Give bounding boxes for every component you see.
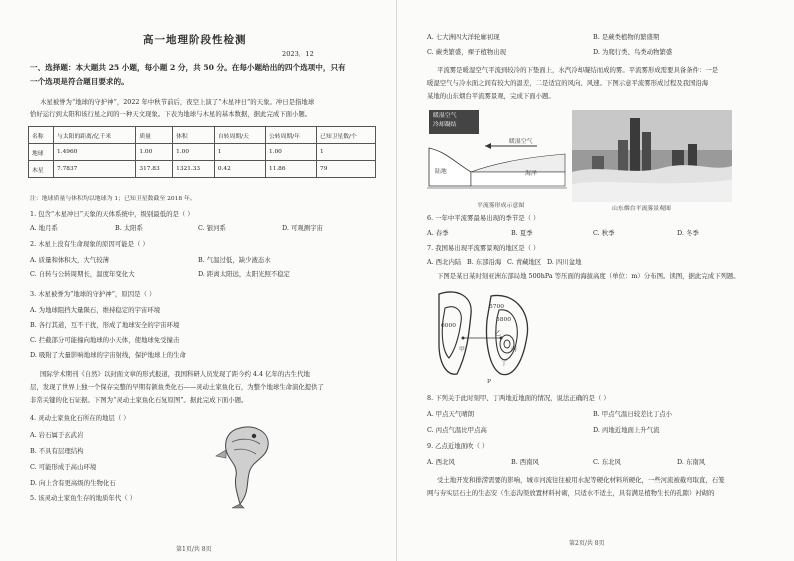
- table-header-cell: 与太阳的距离/亿千米: [54, 127, 136, 144]
- q1-option-c: C. 银河系: [198, 224, 226, 232]
- q9-option-a: A. 西北风: [427, 458, 455, 466]
- q6-option-d: D. 冬季: [677, 229, 699, 237]
- table-note: 注：地球质量与体积均以地球为 1；已知卫星数截至 2018 年。: [30, 196, 196, 202]
- table-header-cell: 名称: [29, 127, 54, 144]
- fig-label-warm-air-arrow: 暖湿空气: [509, 139, 533, 145]
- table-cell: 1: [214, 144, 265, 161]
- map-point-label: 丁: [501, 361, 507, 367]
- exam-title: 高一地理阶段性检测: [143, 34, 247, 46]
- section-heading-line1: 一、选择题：本大题共 25 小题，每小题 2 分，共 50 分。在每小题给出的四个选项中，只有: [30, 63, 346, 72]
- table-cell: 1.00: [265, 144, 316, 161]
- intro2-line1: 国际学术期刊《自然》以封面文章的形式报道，我国科研人员发现了距今约 4.4 亿年的古生代地: [40, 370, 310, 378]
- question-8: 8. 下列关于此时刻甲、丁两地近地面的情况，说法正确的是（ ）: [427, 394, 610, 402]
- q5-option-b: B. 是蕨类植物的繁盛期: [593, 33, 660, 41]
- table-header-cell: 自转周期/天: [214, 127, 265, 144]
- table-header-cell: 公转周期/年: [265, 127, 316, 144]
- table-cell: 1321.33: [173, 161, 215, 178]
- question-1: 1. 包含“木星冲日”天象的天体系统中，级别最低的是（ ）: [30, 210, 194, 218]
- planet-data-table: [28, 126, 376, 178]
- question-3: 3. 木星被誉为“地球的守护神”，原因是（ ）: [30, 290, 156, 298]
- exam-page-2: [397, 0, 794, 561]
- fig-label-land: 陆地: [435, 169, 447, 175]
- isobaric-height-map: [427, 284, 559, 384]
- table-cell: 0.42: [214, 161, 265, 178]
- q8-option-b: B. 甲点气温日较差比丁点小: [593, 410, 673, 418]
- fig-caption-fog-photo: 山东烟台平流雾景观图: [612, 206, 671, 212]
- fig-label-warm-air: 暖湿空气: [433, 113, 457, 119]
- fish-fossil-figure: [210, 420, 280, 510]
- q2-option-c: C. 自转与公转周期长，温度年变化大: [30, 270, 135, 278]
- q7-option-b: B. 东部沿海: [467, 258, 502, 266]
- intro2-line2: 层，发现了世界上独一个保存完整的早期有颌鱼类化石——灵动土家鱼化石，为整个地球生命演化提供了: [30, 383, 324, 391]
- intro3-line2: 暖湿空气与冷水面之间有较大的温差，二是适宜的风向、风速。下图示意平流雾形成过程及我国沿海: [427, 79, 709, 87]
- intro4: 下图是某日某时刻亚洲东部局地 500hPa 等压面的海拔高度（单位：m）分布图。读图，据此完成下列题。: [437, 272, 740, 280]
- q3-option-d: D. 吸附了大量影响地球的宇宙射线，保护地球上的生命: [30, 351, 186, 359]
- table-cell: 1: [317, 144, 376, 161]
- question-2: 2. 木星上没有生命现象的原因可能是（ ）: [30, 240, 149, 248]
- intro2-line3: 非常关键的化石证据。下图为“灵动土家鱼化石复原图”。据此完成下面小题。: [30, 396, 248, 404]
- q4-option-b: B. 不具有层理结构: [30, 447, 84, 455]
- table-cell: 1.4960: [54, 144, 136, 161]
- q4-option-a: A. 岩石属于玄武岩: [30, 431, 84, 439]
- table-cell: 11.86: [265, 161, 316, 178]
- q7-option-c: C. 青藏地区: [507, 258, 542, 266]
- fig-label-ocean: 海洋: [525, 171, 537, 177]
- q7-option-d: D. 四川盆地: [547, 258, 582, 266]
- intro3-line3: 某地的山东烟台平流雾景观，完成下面小题。: [427, 92, 555, 100]
- intro1-line2: 恰好运行到太阳和该行星之间的一种天文现象。下表为地球与木星的基本数据，据此完成下面小题。: [30, 110, 312, 118]
- contour-label: 5800: [496, 317, 511, 323]
- page-footer: 第1页/共 8页: [176, 546, 212, 553]
- map-point-label: P: [487, 379, 491, 385]
- table-cell: 79: [317, 161, 376, 178]
- q4-option-d: D. 向上含有更高级的生物化石: [30, 479, 116, 487]
- fig-caption-fog-diagram: 平流雾形成示意图: [477, 203, 525, 209]
- q5-option-a: A. 七大洲四大洋轮廓初现: [427, 33, 500, 41]
- table-cell: 7.7837: [54, 161, 136, 178]
- q1-option-d: D. 可观测宇宙: [282, 224, 323, 232]
- q6-option-c: C. 秋季: [593, 229, 615, 237]
- map-point-label: 丙: [511, 347, 517, 353]
- q9-option-d: D. 东南风: [677, 458, 706, 466]
- fog-landscape-photo: [572, 110, 732, 202]
- q3-option-c: C. 拦截部分可能撞向地球的小天体，使地球免受撞击: [30, 336, 180, 344]
- table-header-cell: 体积: [173, 127, 215, 144]
- question-5: 5. 该灵动土家鱼生存的地质年代（ ）: [30, 494, 137, 502]
- question-6: 6. 一年中平流雾最易出现的季节是（ ）: [427, 214, 540, 222]
- intro1-line1: 木星被誉为“地球的守护神”，2022 年中秋节前后，夜空上演了“木星冲日”的天象。冲日是指地球: [40, 98, 315, 106]
- table-cell: 1.00: [136, 144, 173, 161]
- q5-option-d: D. 为爬行类、鸟类动物繁盛: [593, 48, 673, 56]
- q2-option-b: B. 气温过低，缺少液态水: [198, 256, 271, 264]
- exam-date: 2023．12: [282, 50, 314, 58]
- q4-option-c: C. 可能形成于高山环境: [30, 463, 97, 471]
- q3-option-a: A. 为地球阻挡大量陨石，维持稳定的宇宙环境: [30, 306, 161, 314]
- table-header-cell: 已知卫星数/个: [317, 127, 376, 144]
- intro5-line1: 受土地开发和排涝需要的影响，城市河流往往被用水泥等硬化材料所硬化，一些河流被截弯取直，石笼: [437, 476, 725, 484]
- q8-option-d: D. 丙地近地面上升气流: [593, 426, 660, 434]
- map-point-label: 乙: [495, 331, 501, 337]
- q2-option-d: D. 距离太阳远，太阳光照不稳定: [198, 270, 291, 278]
- contour-label: 5700: [489, 304, 504, 310]
- q9-option-c: C. 东北风: [593, 458, 621, 466]
- contour-label: 6000: [441, 323, 456, 329]
- section-heading-line2: 一个选项是符合题目要求的。: [30, 77, 129, 86]
- q7-option-a: A. 西北内陆: [427, 258, 462, 266]
- q9-option-b: B. 西南风: [511, 458, 539, 466]
- q1-option-b: B. 太阳系: [115, 224, 143, 232]
- q8-option-c: C. 丙点气温比甲点高: [427, 426, 487, 434]
- page-footer: 第2页/共 8页: [569, 540, 605, 547]
- q3-option-b: B. 各行其道，互不干扰，形成了地球安全的宇宙环境: [30, 321, 180, 329]
- question-9: 9. 乙点近地面吹（ ）: [427, 442, 489, 450]
- intro3-line1: 平流雾是暖湿空气平流到较冷的下垫面上，水汽冷却凝结而成的雾。平流雾形成需要具备条件：一是: [437, 66, 719, 74]
- q8-option-a: A. 甲点天气晴朗: [427, 410, 475, 418]
- question-7: 7. 我国易出现平流雾景观的地区是（ ）: [427, 244, 540, 252]
- fig-label-condense: 冷却凝结: [433, 122, 457, 128]
- q5-option-c: C. 蕨类繁盛，裸子植物出现: [427, 48, 507, 56]
- table-row: [29, 161, 376, 178]
- table-cell: 地球: [29, 144, 54, 161]
- table-header-row: [29, 127, 376, 144]
- table-cell: 1.00: [173, 144, 215, 161]
- table-cell: 木星: [29, 161, 54, 178]
- question-4: 4. 灵动土家鱼化石所在的地层（ ）: [30, 414, 130, 422]
- q6-option-a: A. 春季: [427, 229, 449, 237]
- table-row: [29, 144, 376, 161]
- intro5-line2: 网与夯实层石土的生态安（生态沟渠放置材料衬砌，只适水不适土，具有满足植物生长的孔隙）衬砌的: [427, 489, 715, 497]
- map-point-label: 甲: [459, 347, 465, 353]
- q1-option-a: A. 地月系: [30, 224, 58, 232]
- table-header-cell: 质量: [136, 127, 173, 144]
- q6-option-b: B. 夏季: [511, 229, 533, 237]
- q2-option-a: A. 质量和体积大，大气较薄: [30, 256, 109, 264]
- table-cell: 317.83: [136, 161, 173, 178]
